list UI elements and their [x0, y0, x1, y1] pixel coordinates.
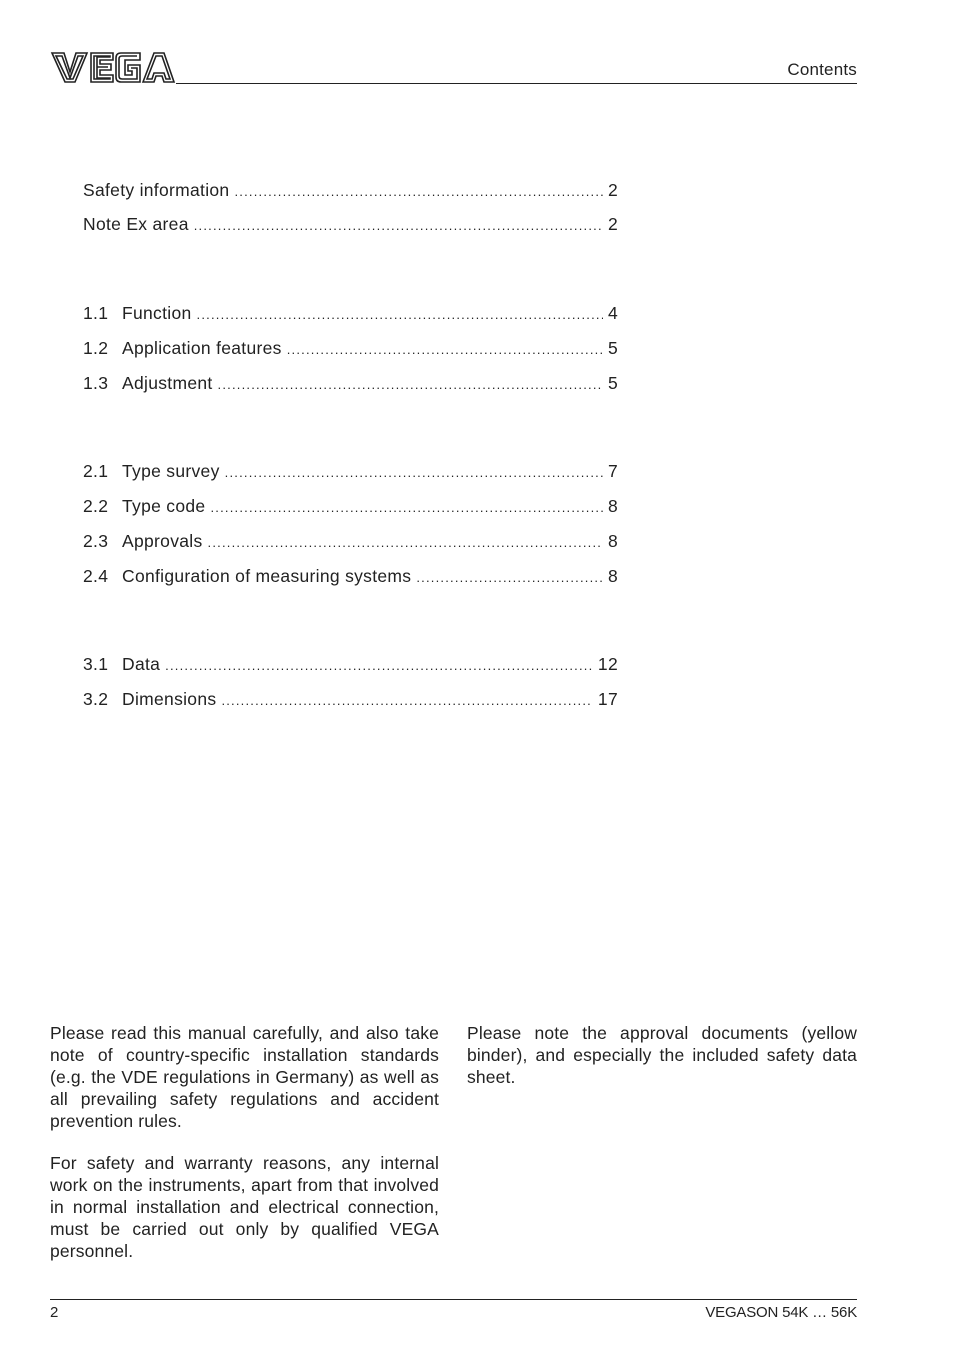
toc-entry-page: 12: [597, 654, 618, 674]
toc-entry-number: 1.3: [83, 373, 109, 393]
toc-entry-page: 2: [607, 214, 618, 234]
toc-leader-dots: [208, 530, 603, 554]
toc-entry-page: 8: [607, 496, 618, 516]
toc-entry-title: Type survey: [122, 461, 220, 481]
toc-entry-page: 2: [607, 180, 618, 200]
toc-entry-title: Dimensions: [122, 689, 217, 709]
toc-leader-dots: [287, 337, 603, 361]
toc-entry-type-code[interactable]: [83, 495, 618, 517]
toc-entry-number: 2.3: [83, 531, 109, 551]
toc-leader-dots: [225, 460, 603, 484]
toc-entry-number: 2.2: [83, 496, 109, 516]
toc-entry-title: Note Ex area: [83, 214, 189, 234]
toc-entry-title: Function: [122, 303, 192, 323]
section-label: Contents: [787, 60, 857, 79]
toc-leader-dots: [210, 495, 603, 519]
toc-entry-function[interactable]: [83, 302, 618, 324]
toc-entry-configuration-of-measuring-systems[interactable]: [83, 565, 618, 587]
toc-entry-application-features[interactable]: [83, 337, 618, 359]
toc-entry-title: Application features: [122, 338, 282, 358]
toc-entry-title: Type code: [122, 496, 206, 516]
toc-entry-number: 1.1: [83, 303, 109, 323]
safety-paragraph-2: For safety and warranty reasons, any internal work on the instruments, apart from that involved in normal installation and electrical connection, must be carried out only by qualified VEGA personnel.: [50, 1153, 439, 1261]
ex-area-paragraph: Please note the approval documents (yellow binder), and especially the included safety data sheet.: [467, 1023, 857, 1087]
toc-entry-title: Approvals: [122, 531, 203, 551]
toc-entry-number: 2.4: [83, 566, 109, 586]
toc-entry-safety-information[interactable]: [83, 179, 618, 201]
product-name: VEGASON 54K … 56K: [705, 1304, 857, 1321]
toc-entry-title: Safety information: [83, 180, 230, 200]
toc-entry-page: 7: [607, 461, 618, 481]
toc-entry-approvals[interactable]: [83, 530, 618, 552]
toc-entry-title: Data: [122, 654, 161, 674]
toc-leader-dots: [234, 179, 603, 203]
toc-entry-page: 5: [607, 338, 618, 358]
toc-entry-page: 5: [607, 373, 618, 393]
toc-entry-page: 8: [607, 531, 618, 551]
toc-leader-dots: [197, 302, 603, 326]
toc-entry-title: Adjustment: [122, 373, 213, 393]
toc-entry-dimensions[interactable]: [83, 688, 618, 710]
toc-entry-type-survey[interactable]: [83, 460, 618, 482]
toc-entry-number: 3.2: [83, 689, 109, 709]
page-number: 2: [50, 1304, 59, 1321]
toc-entry-page: 8: [607, 566, 618, 586]
safety-paragraph-1: Please read this manual carefully, and also take note of country-specific installation standards (e.g. the VDE regulations in Germany) as well as all prevailing safety regulations and accident prevention rules.: [50, 1023, 439, 1131]
toc-entry-note-ex-area[interactable]: [83, 213, 618, 235]
toc-entry-number: 1.2: [83, 338, 109, 358]
header-rule: [176, 83, 857, 84]
toc-leader-dots: [221, 688, 592, 712]
footer-rule: [50, 1299, 857, 1300]
toc-entry-data[interactable]: [83, 653, 618, 675]
toc-entry-page: 17: [597, 689, 618, 709]
toc-entry-number: 2.1: [83, 461, 109, 481]
toc-entry-adjustment[interactable]: [83, 372, 618, 394]
toc-entry-page: 4: [607, 303, 618, 323]
vega-logo: [50, 48, 176, 86]
toc-leader-dots: [194, 213, 603, 237]
toc-entry-number: 3.1: [83, 654, 109, 674]
toc-leader-dots: [218, 372, 603, 396]
toc-leader-dots: [416, 565, 603, 589]
toc-entry-title: Configuration of measuring systems: [122, 566, 412, 586]
toc-leader-dots: [165, 653, 593, 677]
